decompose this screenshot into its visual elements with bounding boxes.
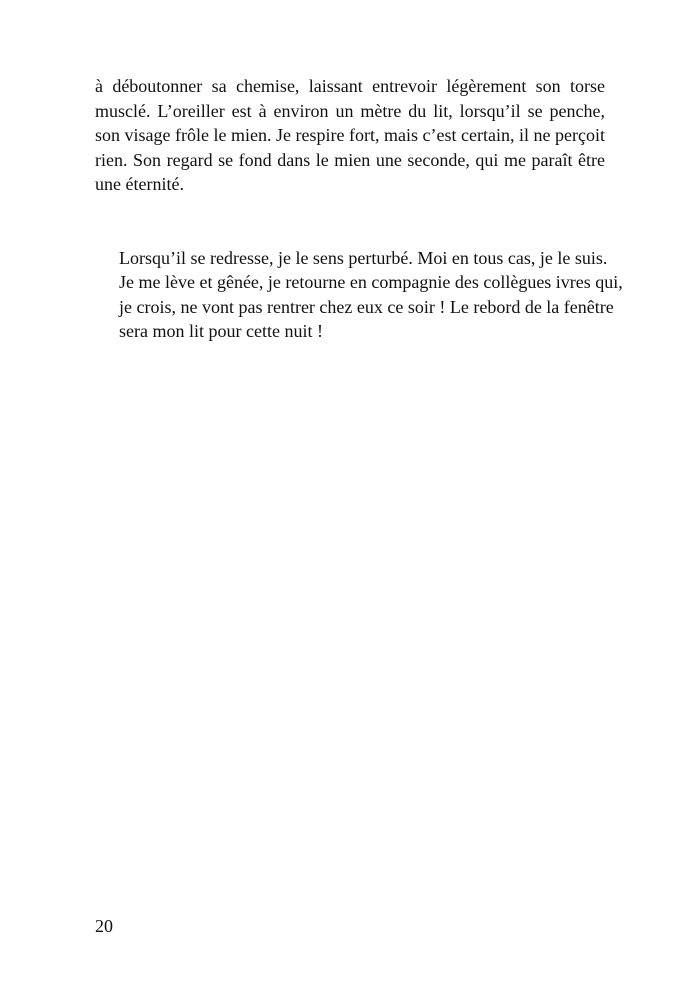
page-number: 20 (95, 916, 113, 936)
body-text (95, 74, 623, 344)
text-line: à déboutonner sa chemise, laissant entrevoir légèrement son torse (95, 76, 605, 96)
text-line: Je me lève et gênée, je retourne en compagnie des collègues ivres qui, (119, 272, 623, 292)
text-line: musclé. L’oreiller est à environ un mètre du lit, lorsqu’il se penche, (95, 100, 605, 121)
text-line: Lorsqu’il se redresse, je le sens perturbé. Moi en tous cas, je le suis. (119, 247, 608, 268)
text-line: rien. Son regard se fond dans le mien une seconde, qui me paraît être (95, 149, 605, 170)
text-line: son visage frôle le mien. Je respire fort, mais c’est certain, il ne perçoit (95, 125, 605, 145)
text-line: je crois, ne vont pas rentrer chez eux ce soir ! Le rebord de la fenêtre (119, 296, 614, 317)
text-line: une éternité. (95, 174, 184, 194)
text-line: sera mon lit pour cette nuit ! (119, 321, 323, 341)
paragraph-2 (95, 246, 623, 344)
paragraph-1 (95, 74, 605, 197)
